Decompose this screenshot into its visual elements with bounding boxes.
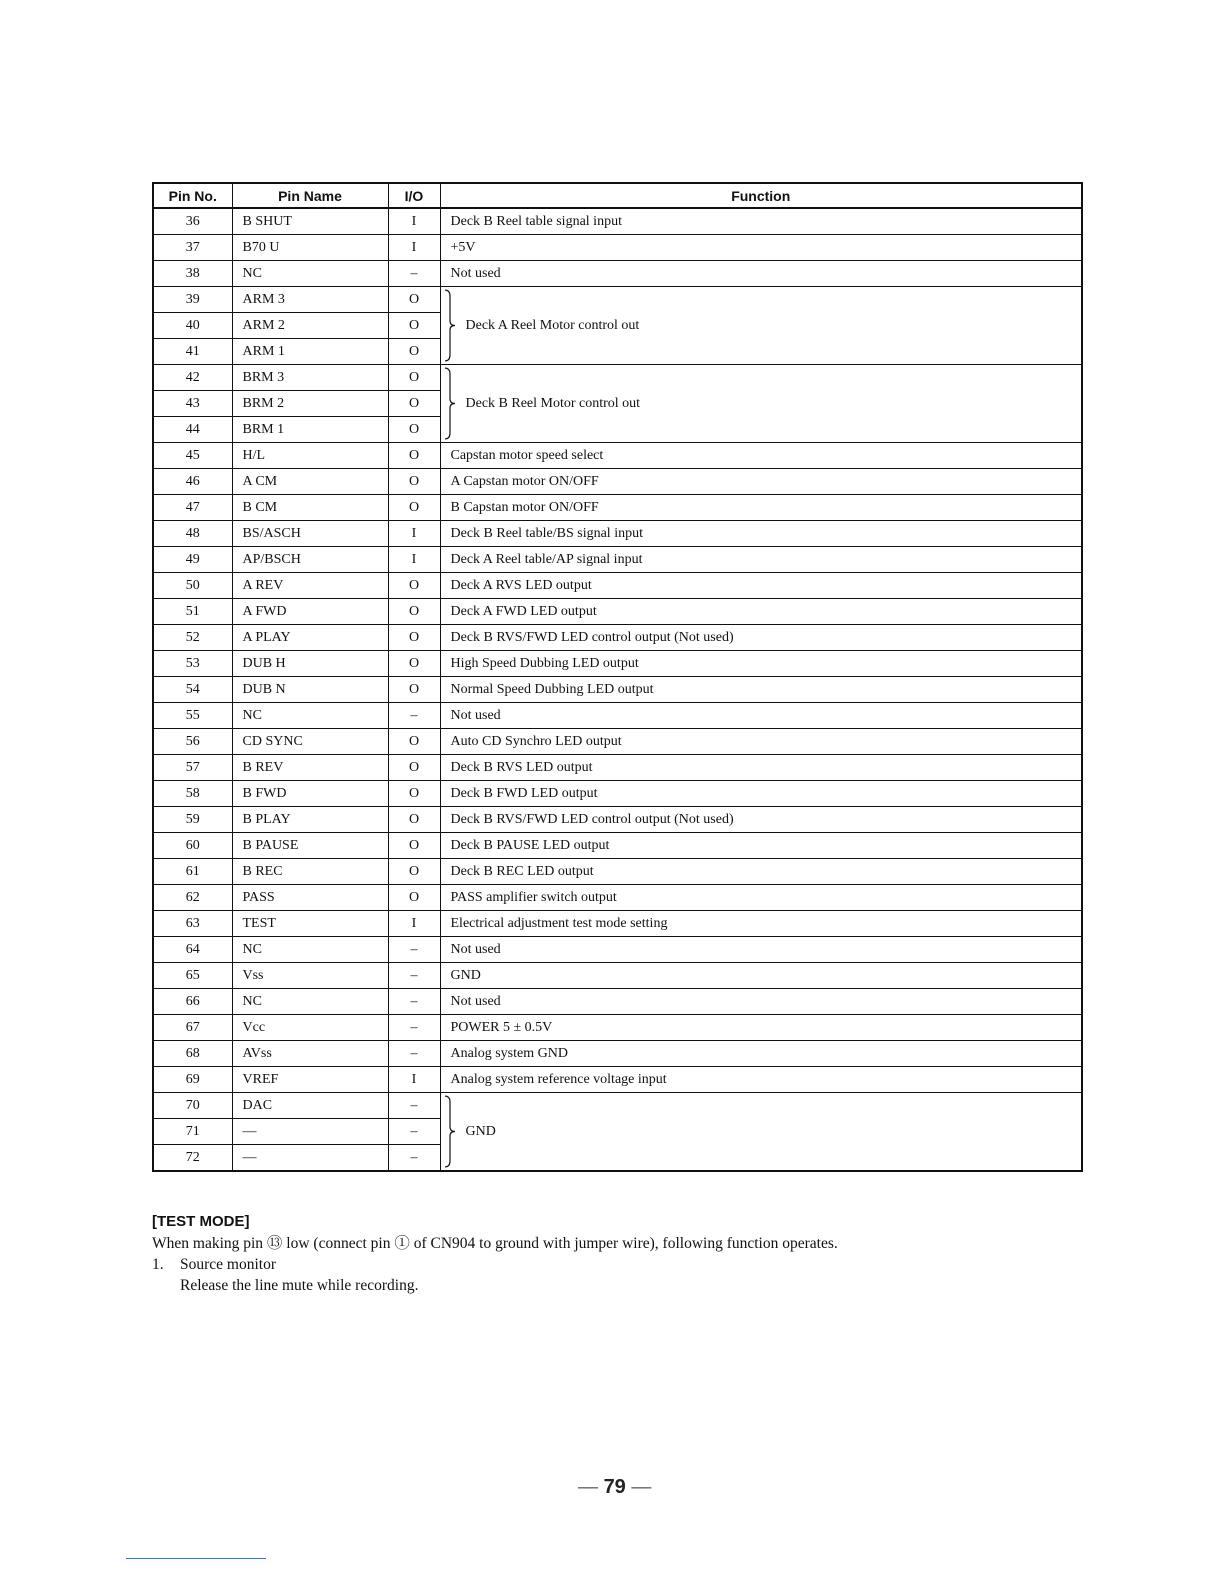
table-row <box>153 703 1082 729</box>
table-row <box>153 599 1082 625</box>
pin-name: H/L <box>232 443 388 469</box>
pin-name: — <box>232 1119 388 1145</box>
pin-io: O <box>388 729 440 755</box>
header-pin-no: Pin No. <box>153 183 232 208</box>
pin-function: Not used <box>440 703 1082 729</box>
pin-function: A Capstan motor ON/OFF <box>440 469 1082 495</box>
pin-io: – <box>388 963 440 989</box>
table-row <box>153 937 1082 963</box>
pin-io: – <box>388 989 440 1015</box>
pin-number: 55 <box>153 703 232 729</box>
pin-number: 68 <box>153 1041 232 1067</box>
pin-function: Deck A RVS LED output <box>440 573 1082 599</box>
pin-function: Deck B Reel table/BS signal input <box>440 521 1082 547</box>
pin-io: O <box>388 599 440 625</box>
pin-number: 40 <box>153 313 232 339</box>
pin-io: – <box>388 1041 440 1067</box>
table-header-row <box>153 183 1082 208</box>
pin-function: GND <box>465 1123 496 1139</box>
pin-name: B REV <box>232 755 388 781</box>
table-row <box>153 365 1082 391</box>
pin-number: 59 <box>153 807 232 833</box>
pin-io: O <box>388 287 440 313</box>
pin-name: NC <box>232 989 388 1015</box>
pin-name: DUB N <box>232 677 388 703</box>
pin-name: A FWD <box>232 599 388 625</box>
pin-number: 61 <box>153 859 232 885</box>
table-row <box>153 547 1082 573</box>
pin-io: O <box>388 469 440 495</box>
pin-number: 42 <box>153 365 232 391</box>
table-row <box>153 729 1082 755</box>
page-number-value: 79 <box>603 1476 626 1498</box>
table-row <box>153 573 1082 599</box>
pin-number: 38 <box>153 261 232 287</box>
table-row <box>153 1093 1082 1119</box>
header-function: Function <box>440 183 1082 208</box>
pin-number: 49 <box>153 547 232 573</box>
pin-name: A PLAY <box>232 625 388 651</box>
header-pin-name: Pin Name <box>232 183 388 208</box>
pin-number: 60 <box>153 833 232 859</box>
header-io: I/O <box>388 183 440 208</box>
pin-function: PASS amplifier switch output <box>440 885 1082 911</box>
pin-function: Deck B RVS LED output <box>440 755 1082 781</box>
pin-number: 66 <box>153 989 232 1015</box>
pin-io: O <box>388 365 440 391</box>
pin-io: I <box>388 547 440 573</box>
pin-io: – <box>388 703 440 729</box>
pin-number: 44 <box>153 417 232 443</box>
pin-name: BRM 3 <box>232 365 388 391</box>
test-mode-intro: When making pin ⑬ low (connect pin ① of CN904 to ground with jumper wire), following function operates. <box>152 1235 838 1252</box>
pin-function: Electrical adjustment test mode setting <box>440 911 1082 937</box>
pin-number: 51 <box>153 599 232 625</box>
pin-name: B REC <box>232 859 388 885</box>
pin-io: I <box>388 1067 440 1093</box>
pin-number: 46 <box>153 469 232 495</box>
pin-function: +5V <box>440 235 1082 261</box>
pin-name: BRM 2 <box>232 391 388 417</box>
pin-number: 70 <box>153 1093 232 1119</box>
pin-function: Deck B PAUSE LED output <box>440 833 1082 859</box>
pin-name: NC <box>232 937 388 963</box>
pin-number: 54 <box>153 677 232 703</box>
pin-name: ARM 2 <box>232 313 388 339</box>
pin-io: O <box>388 677 440 703</box>
pin-number: 69 <box>153 1067 232 1093</box>
pin-function: Normal Speed Dubbing LED output <box>440 677 1082 703</box>
list-item <box>152 1254 838 1275</box>
pin-io: O <box>388 391 440 417</box>
pin-number: 57 <box>153 755 232 781</box>
pin-function: Capstan motor speed select <box>440 443 1082 469</box>
pin-function: GND <box>440 963 1082 989</box>
table-row <box>153 208 1082 235</box>
table-row <box>153 859 1082 885</box>
table-row <box>153 989 1082 1015</box>
pin-name: B CM <box>232 495 388 521</box>
table-row <box>153 287 1082 313</box>
pin-function: Deck B REC LED output <box>440 859 1082 885</box>
pin-name: Vcc <box>232 1015 388 1041</box>
pin-function: Analog system GND <box>440 1041 1082 1067</box>
pin-number: 47 <box>153 495 232 521</box>
table-row <box>153 1067 1082 1093</box>
pin-number: 64 <box>153 937 232 963</box>
table-row <box>153 469 1082 495</box>
pin-io: O <box>388 625 440 651</box>
pin-number: 63 <box>153 911 232 937</box>
pin-io: O <box>388 885 440 911</box>
pin-number: 45 <box>153 443 232 469</box>
pin-function: Deck B Reel Motor control out <box>465 395 641 411</box>
pin-io: – <box>388 1145 440 1172</box>
pin-io: – <box>388 1015 440 1041</box>
pin-number: 62 <box>153 885 232 911</box>
table-row <box>153 1041 1082 1067</box>
pin-function: POWER 5 ± 0.5V <box>440 1015 1082 1041</box>
pin-function: Deck A Reel Motor control out <box>465 317 640 333</box>
pin-function-group <box>440 1093 1082 1172</box>
pin-io: O <box>388 859 440 885</box>
pin-function: Not used <box>440 989 1082 1015</box>
pin-io: O <box>388 313 440 339</box>
pin-function: Auto CD Synchro LED output <box>440 729 1082 755</box>
pin-number: 53 <box>153 651 232 677</box>
pin-name: — <box>232 1145 388 1172</box>
pin-io: – <box>388 937 440 963</box>
curly-brace-icon <box>443 365 457 442</box>
table-row <box>153 781 1082 807</box>
pin-name: TEST <box>232 911 388 937</box>
pin-name: B PLAY <box>232 807 388 833</box>
pin-number: 52 <box>153 625 232 651</box>
pin-io: O <box>388 781 440 807</box>
pin-name: BS/ASCH <box>232 521 388 547</box>
pin-name: A REV <box>232 573 388 599</box>
pin-function: Deck B RVS/FWD LED control output (Not used) <box>440 625 1082 651</box>
pin-name: VREF <box>232 1067 388 1093</box>
pin-number: 71 <box>153 1119 232 1145</box>
pin-io: O <box>388 417 440 443</box>
pin-name: Vss <box>232 963 388 989</box>
table-row <box>153 963 1082 989</box>
pin-number: 58 <box>153 781 232 807</box>
list-item-detail: Release the line mute while recording. <box>180 1277 419 1294</box>
pin-name: AP/BSCH <box>232 547 388 573</box>
table-row <box>153 651 1082 677</box>
pin-name: B PAUSE <box>232 833 388 859</box>
test-mode-body <box>152 1233 838 1296</box>
pin-io: O <box>388 807 440 833</box>
pin-name: ARM 1 <box>232 339 388 365</box>
pin-io: O <box>388 833 440 859</box>
list-item-number: 1. <box>152 1256 164 1273</box>
pin-number: 56 <box>153 729 232 755</box>
pin-function: Deck B Reel table signal input <box>440 208 1082 235</box>
curly-brace-icon <box>443 287 457 364</box>
footer-rule <box>126 1558 266 1559</box>
table-row <box>153 807 1082 833</box>
pin-number: 67 <box>153 1015 232 1041</box>
pin-number: 72 <box>153 1145 232 1172</box>
pin-io: O <box>388 495 440 521</box>
table-row <box>153 911 1082 937</box>
pin-number: 43 <box>153 391 232 417</box>
page-number <box>578 1476 651 1499</box>
pin-io: I <box>388 235 440 261</box>
pin-number: 41 <box>153 339 232 365</box>
pin-name: DAC <box>232 1093 388 1119</box>
list-item-title: Source monitor <box>180 1256 276 1273</box>
table-row <box>153 1015 1082 1041</box>
table-row <box>153 443 1082 469</box>
pin-name: PASS <box>232 885 388 911</box>
pin-io: O <box>388 443 440 469</box>
table-row <box>153 235 1082 261</box>
pin-io: I <box>388 208 440 235</box>
pin-io: O <box>388 755 440 781</box>
test-mode-heading: [TEST MODE] <box>152 1213 250 1230</box>
pin-function: Deck B FWD LED output <box>440 781 1082 807</box>
table-row <box>153 885 1082 911</box>
pin-name: DUB H <box>232 651 388 677</box>
table-row <box>153 521 1082 547</box>
pin-number: 39 <box>153 287 232 313</box>
pin-name: AVss <box>232 1041 388 1067</box>
pin-function: Not used <box>440 937 1082 963</box>
pin-number: 36 <box>153 208 232 235</box>
pin-name: NC <box>232 261 388 287</box>
pin-io: – <box>388 261 440 287</box>
table-row <box>153 261 1082 287</box>
pin-name: B70 U <box>232 235 388 261</box>
pin-function: Deck A FWD LED output <box>440 599 1082 625</box>
table-row <box>153 625 1082 651</box>
pin-name: BRM 1 <box>232 417 388 443</box>
curly-brace-icon <box>443 1093 457 1170</box>
pin-name: ARM 3 <box>232 287 388 313</box>
pin-function: B Capstan motor ON/OFF <box>440 495 1082 521</box>
table-row <box>153 677 1082 703</box>
pin-function: Analog system reference voltage input <box>440 1067 1082 1093</box>
pin-function: High Speed Dubbing LED output <box>440 651 1082 677</box>
pin-function: Deck A Reel table/AP signal input <box>440 547 1082 573</box>
pin-io: O <box>388 339 440 365</box>
pin-function: Deck B RVS/FWD LED control output (Not used) <box>440 807 1082 833</box>
pin-io: – <box>388 1119 440 1145</box>
page-number-dash: — <box>631 1476 652 1498</box>
pin-io: O <box>388 573 440 599</box>
pin-number: 65 <box>153 963 232 989</box>
pin-name: B FWD <box>232 781 388 807</box>
pin-name: NC <box>232 703 388 729</box>
pin-function: Not used <box>440 261 1082 287</box>
pin-function-table <box>152 182 1083 1172</box>
table-row <box>153 833 1082 859</box>
pin-function-group <box>440 365 1082 443</box>
pin-io: I <box>388 521 440 547</box>
pin-io: O <box>388 651 440 677</box>
pin-name: CD SYNC <box>232 729 388 755</box>
pin-function-group <box>440 287 1082 365</box>
pin-name: A CM <box>232 469 388 495</box>
pin-io: I <box>388 911 440 937</box>
pin-number: 50 <box>153 573 232 599</box>
pin-number: 48 <box>153 521 232 547</box>
page-number-dash: — <box>578 1476 598 1498</box>
pin-io: – <box>388 1093 440 1119</box>
pin-name: B SHUT <box>232 208 388 235</box>
table-row <box>153 755 1082 781</box>
table-row <box>153 495 1082 521</box>
pin-number: 37 <box>153 235 232 261</box>
